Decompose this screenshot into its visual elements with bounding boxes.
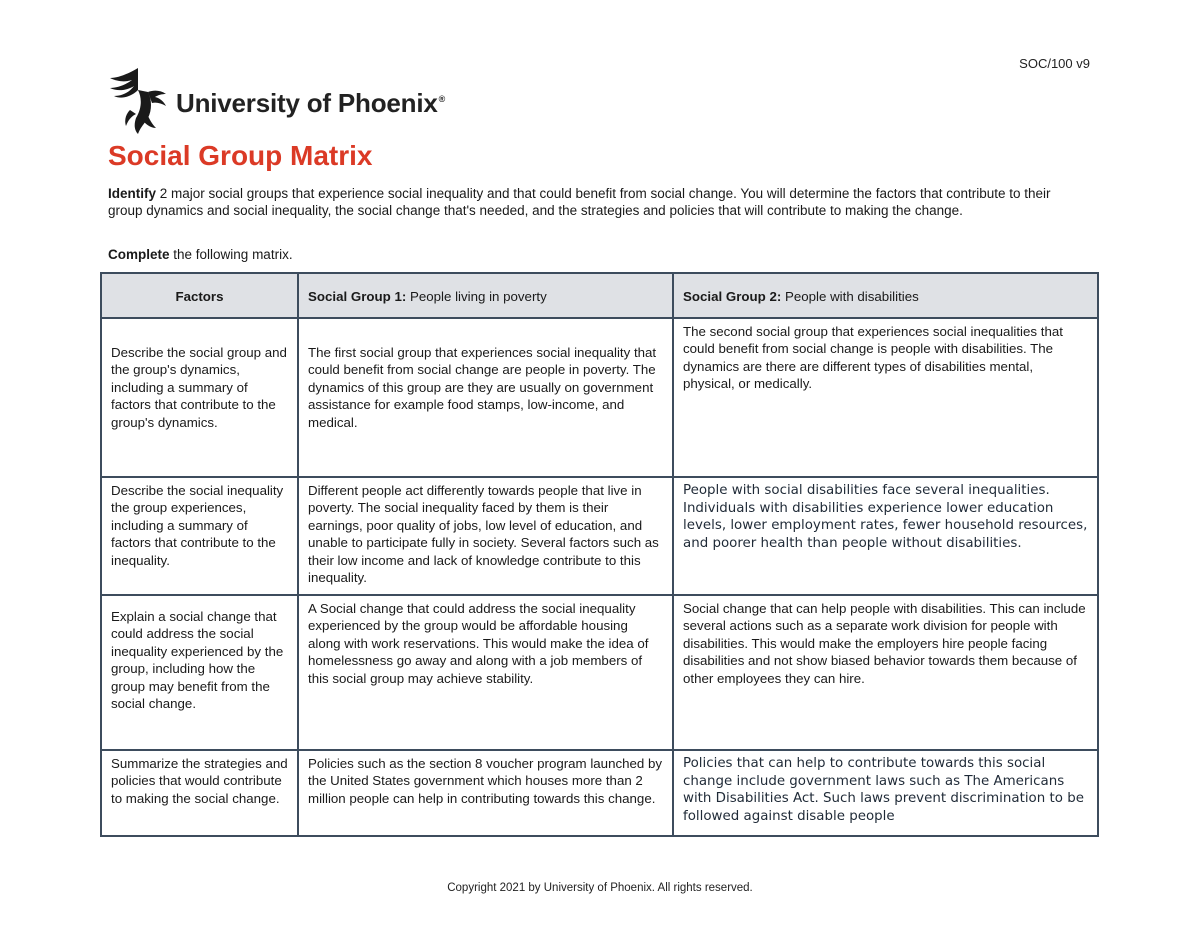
factor-cell: Explain a social change that could address the social inequality experienced by the group, including how the group may benefit from the social change. bbox=[101, 595, 298, 750]
intro-paragraph bbox=[108, 185, 1068, 219]
group1-cell: A Social change that could address the social inequality experienced by the group would be affordable housing along with work reservations. This would make the idea of homelessness go away and along with a job members of this social group may achieve stability. bbox=[298, 595, 673, 750]
factor-cell: Summarize the strategies and policies that would contribute to making the social change. bbox=[101, 750, 298, 836]
social-group-matrix bbox=[100, 272, 1099, 837]
group1-cell: Policies such as the section 8 voucher program launched by the United States government which houses more than 2 million people can help in contributing towards this change. bbox=[298, 750, 673, 836]
header-group1-value: People living in poverty bbox=[406, 289, 547, 305]
group2-cell: Social change that can help people with disabilities. This can include several actions such as a separate work division for people with disabilities. This would make the employers hire people facing disabilities and not show biased behavior towards them because of other employees they can hire. bbox=[673, 595, 1098, 750]
factor-cell: Describe the social inequality the group experiences, including a summary of factors that contribute to the inequality. bbox=[101, 477, 298, 595]
instruction bbox=[108, 247, 293, 262]
table-row bbox=[101, 750, 1098, 836]
group2-cell: The second social group that experiences social inequalities that could benefit from social change is people with disabilities. The dynamics are there are different types of disabilities mental, physical, or medically. bbox=[673, 318, 1098, 477]
table-row bbox=[101, 318, 1098, 477]
header-factors: Factors bbox=[101, 273, 298, 318]
instruction-lead: Complete bbox=[108, 247, 170, 262]
header-group2-value: People with disabilities bbox=[781, 289, 919, 305]
registered-mark: ® bbox=[438, 93, 446, 104]
university-logo bbox=[108, 64, 445, 136]
instruction-text: the following matrix. bbox=[169, 247, 293, 262]
intro-text: 2 major social groups that experience social inequality and that could benefit from social change. You will determine the factors that contribute to their group dynamics and social inequality, the social change that's needed, and the strategies and policies that will contribute to making the change. bbox=[108, 186, 1051, 218]
table-row bbox=[101, 595, 1098, 750]
intro-lead: Identify bbox=[108, 186, 157, 201]
group1-cell: The first social group that experiences social inequality that could benefit from social change are people in poverty. The dynamics of this group are they are usually on government assistance for example food stamps, low-income, and medical. bbox=[298, 318, 673, 477]
copyright-footer: Copyright 2021 by University of Phoenix. All rights reserved. bbox=[447, 882, 753, 894]
header-group1-label: Social Group 1: bbox=[308, 289, 407, 305]
header-group2 bbox=[673, 273, 1098, 318]
header-group1 bbox=[298, 273, 673, 318]
page-title: Social Group Matrix bbox=[108, 140, 373, 171]
course-code: SOC/100 v9 bbox=[1019, 56, 1090, 71]
logo-text: University of Phoenix® bbox=[176, 87, 446, 118]
group2-cell: People with social disabilities face several inequalities. Individuals with disabilities experience lower education levels, lower employment rates, fewer household resources, and poorer health than people without disabilities. bbox=[673, 477, 1098, 595]
group1-cell: Different people act differently towards people that live in poverty. The social inequality faced by them is their earnings, poor quality of jobs, low level of education, and unable to participate fully in society. Several factors such as their low income and lack of knowledge contribute to this inequality. bbox=[298, 477, 673, 595]
phoenix-bird-icon bbox=[108, 64, 174, 136]
table-row bbox=[101, 477, 1098, 595]
factor-cell: Describe the social group and the group's dynamics, including a summary of factors that contribute to the group's dynamics. bbox=[101, 318, 298, 477]
header-group2-label: Social Group 2: bbox=[683, 289, 782, 305]
group2-cell: Policies that can help to contribute towards this social change include government laws such as The Americans with Disabilities Act. Such laws prevent discrimination to be followed against disable people bbox=[673, 750, 1098, 836]
table-header-row bbox=[101, 273, 1098, 318]
